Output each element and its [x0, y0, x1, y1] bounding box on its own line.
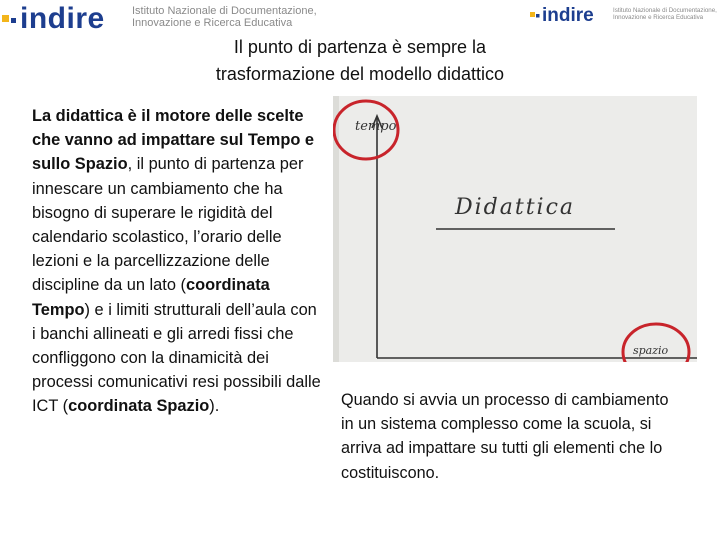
left-paragraph	[32, 104, 322, 419]
indire-logo-left	[0, 2, 317, 32]
tempo-label: tempo	[355, 119, 397, 134]
paragraph-text-1: , il punto di partenza per innescare un cambiamento che ha bisogno di superare le rigidità del calendario scolastico, l’orario delle lezioni e la parcellizzazione delle discipline da un lato (	[32, 155, 304, 295]
logo-subtitle-small-line2: Innovazione e Ricerca Educativa	[613, 13, 704, 21]
didattica-axes-photo	[333, 96, 697, 362]
slide-title-line2: trasformazione del modello didattico	[215, 64, 505, 84]
slide-title	[110, 34, 610, 88]
indire-logo-mark	[0, 2, 128, 32]
indire-logo-right	[529, 4, 717, 24]
intro-bold-text: La didattica è il motore delle scelte che vanno ad impattare sul Tempo e sullo Spazio	[32, 107, 315, 174]
logo-subtitle-line1: Istituto Nazionale di Documentazione,	[132, 5, 317, 18]
logo-subtitle-small-line1: Istituto Nazionale di Documentazione,	[613, 7, 717, 14]
logo-wordmark-small: indire	[542, 5, 594, 24]
logo-wordmark: indire	[20, 2, 105, 32]
didattica-word: Didattica	[455, 195, 576, 220]
axes-drawing	[333, 96, 697, 362]
logo-subtitle	[132, 6, 317, 29]
coordinata-tempo-text: coordinata Tempo	[32, 276, 270, 319]
coordinata-spazio-text: coordinata Spazio	[68, 397, 210, 416]
slide-title-line1: Il punto di partenza è sempre la	[233, 37, 487, 57]
right-paragraph: Quando si avvia un processo di cambiamento in un sistema complesso come la scuola, si arriva ad impattare su tutti gli elementi che lo costituiscono.	[341, 391, 669, 482]
indire-logo-mark-small	[529, 4, 611, 24]
logo-subtitle-line2: Innovazione e Ricerca Educativa	[132, 17, 293, 29]
logo-subtitle-small	[613, 8, 717, 21]
paragraph-text-3: ).	[209, 397, 220, 416]
paragraph-text-2: ) e i limiti strutturali dell’aula con i banchi allineati e gli arredi fissi che confliggono con la dinamicità dei processi comunicativi resi possibili dalle ICT (	[32, 300, 321, 416]
spazio-label: spazio	[633, 344, 669, 357]
